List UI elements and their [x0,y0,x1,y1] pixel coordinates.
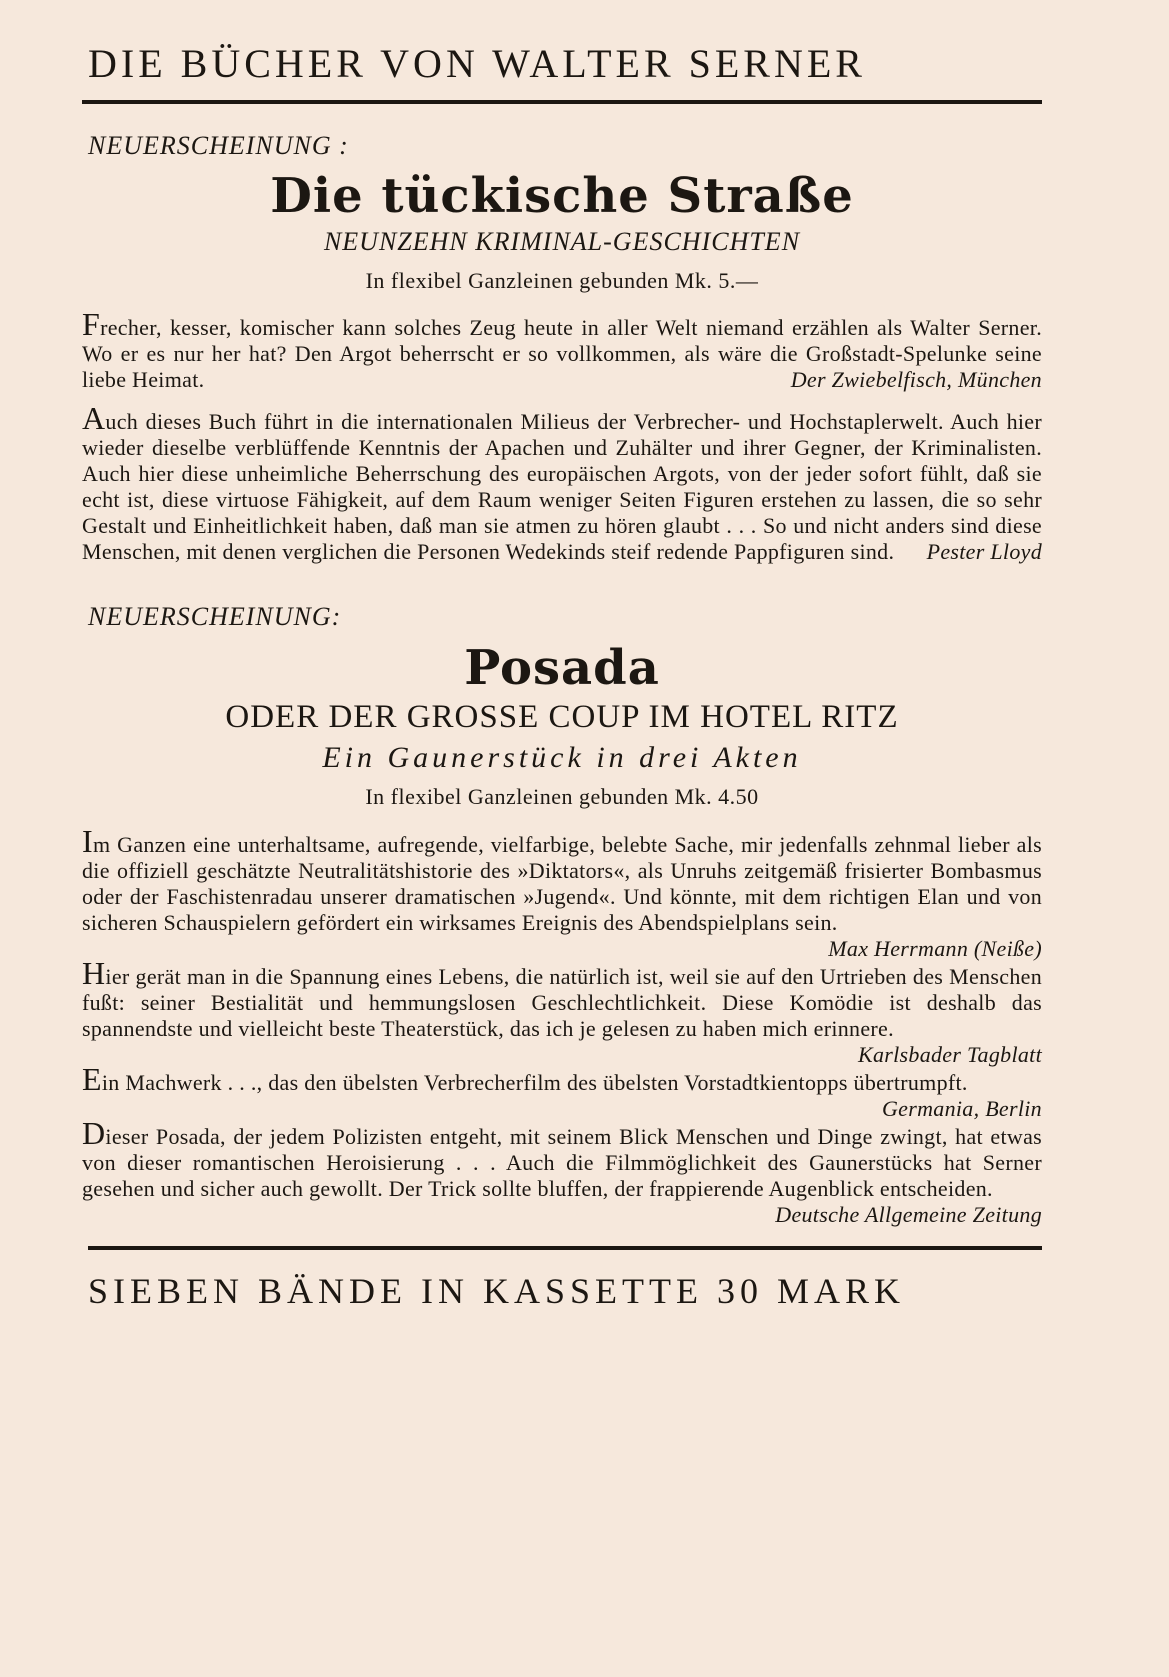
review [82,400,1042,565]
header-rule [82,100,1042,104]
book-price: In flexibel Ganzleinen gebunden Mk. 5.— [365,267,759,293]
book-title: Die tückische Straße [270,168,854,225]
review-source: Max Herrmann (Neiße) [828,935,1042,961]
review [82,1114,1042,1227]
review [82,954,1042,1067]
review-source: Germania, Berlin [881,1095,1042,1121]
book-subtitle: ODER DER GROSSE COUP IM HOTEL RITZ [225,698,899,735]
review-source: Karlsbader Tagblatt [858,1041,1042,1067]
book-section-1 [82,130,1042,579]
review-text: in Machwerk . . ., das den übelsten Verbrecherfilm des übelsten Vorstadtkientopps übertrumpft. [101,1069,968,1095]
page [82,42,1042,1313]
review [82,1060,1042,1121]
review-initial: F [82,306,101,343]
review-text: m Ganzen eine unterhaltsame, aufregende, vielfarbige, belebte Sache, mir jedenfalls zehnmal lieber als die offiziell geschätzte Neutralitätshistorie des »Diktators«, als Unruhs zeitgemäß frisierter Bombasmus oder der Faschistenradau unserer dramatischen »Jugend«. Und könnte, mit dem richtigen Elan und von sicheren Schauspielern gefördert ein wirksames Ereignis des Abendspielplans sein. [82,831,1042,935]
review-initial: E [82,1060,102,1097]
book-price: In flexibel Ganzleinen gebunden Mk. 4.50 [365,783,759,809]
review-initial: A [82,400,106,437]
review [82,822,1042,961]
footer-title: SIEBEN BÄNDE IN KASSETTE 30 MARK [88,1270,905,1311]
page-title: DIE BÜCHER VON WALTER SERNER [88,41,866,86]
review [82,306,1042,393]
review-source: Deutsche Allgemeine Zeitung [775,1201,1042,1227]
section-label: NEUERSCHEINUNG : [88,131,349,160]
review-text: ieser Posada, der jedem Polizisten entgeht, mit seinem Blick Menschen und Dinge zwingt, hat etwas von dieser romantischen Heroisierung . . . Auch die Filmmöglichkeit des Gaunerstücks hat Serner gesehen und sicher auch gewollt. Der Trick sollte bluffen, der frappierende Augenblick entscheiden. [82,1123,1042,1201]
review-initial: H [82,954,106,991]
book-title: Posada [464,639,660,696]
review-text: ier gerät man in die Spannung eines Lebens, die natürlich ist, weil sie auf den Urtrieben des Menschen fußt: seiner Bestialität und hemmungslosen Geschlechtlichkeit. Diese Komödie ist deshalb das spannendste und vielleicht beste Theaterstück, das ich je gelesen zu haben mich erinnere. [82,963,1042,1041]
footer-rule [88,1246,1042,1250]
book-section-2 [82,601,1042,1227]
review-source: Der Zwiebelfisch, München [790,367,1042,393]
book-subtitle: NEUNZEHN KRIMINAL-GESCHICHTEN [323,227,801,257]
review-source: Pester Lloyd [926,539,1042,565]
section-label: NEUERSCHEINUNG: [88,602,342,632]
review-initial: I [82,822,93,859]
book-subtitle-2: Ein Gaunerstück in drei Akten [322,741,802,775]
review-initial: D [82,1114,106,1151]
review-text: uch dieses Buch führt in die internationalen Milieus der Verbrecher- und Hochstaplerwelt. Auch hier wieder dieselbe verblüffende Kenntnis der Apachen und Zuhälter und ihrer Gegner, der Kriminalisten. Auch hier diese unheimliche Beherrschung des europäischen Argots, von der jeder sofort fühlt, daß sie echt ist, diese virtuose Fähigkeit, auf dem Raum weniger Seiten Figuren erstehen zu lassen, die so sehr Gestalt und Einheitlichkeit haben, daß man sie atmen zu hören glaubt . . . So und nicht anders sind diese Menschen, mit denen verglichen die Personen Wedekinds steif redende Pappfiguren sind. [82,409,1042,565]
review-text: recher, kesser, komischer kann solches Zeug heute in aller Welt niemand erzählen als Walter Serner. Wo er es nur her hat? Den Argot beherrscht er so vollkommen, als wäre die Großstadt-Spelunke seine liebe Heimat. [82,315,1042,393]
